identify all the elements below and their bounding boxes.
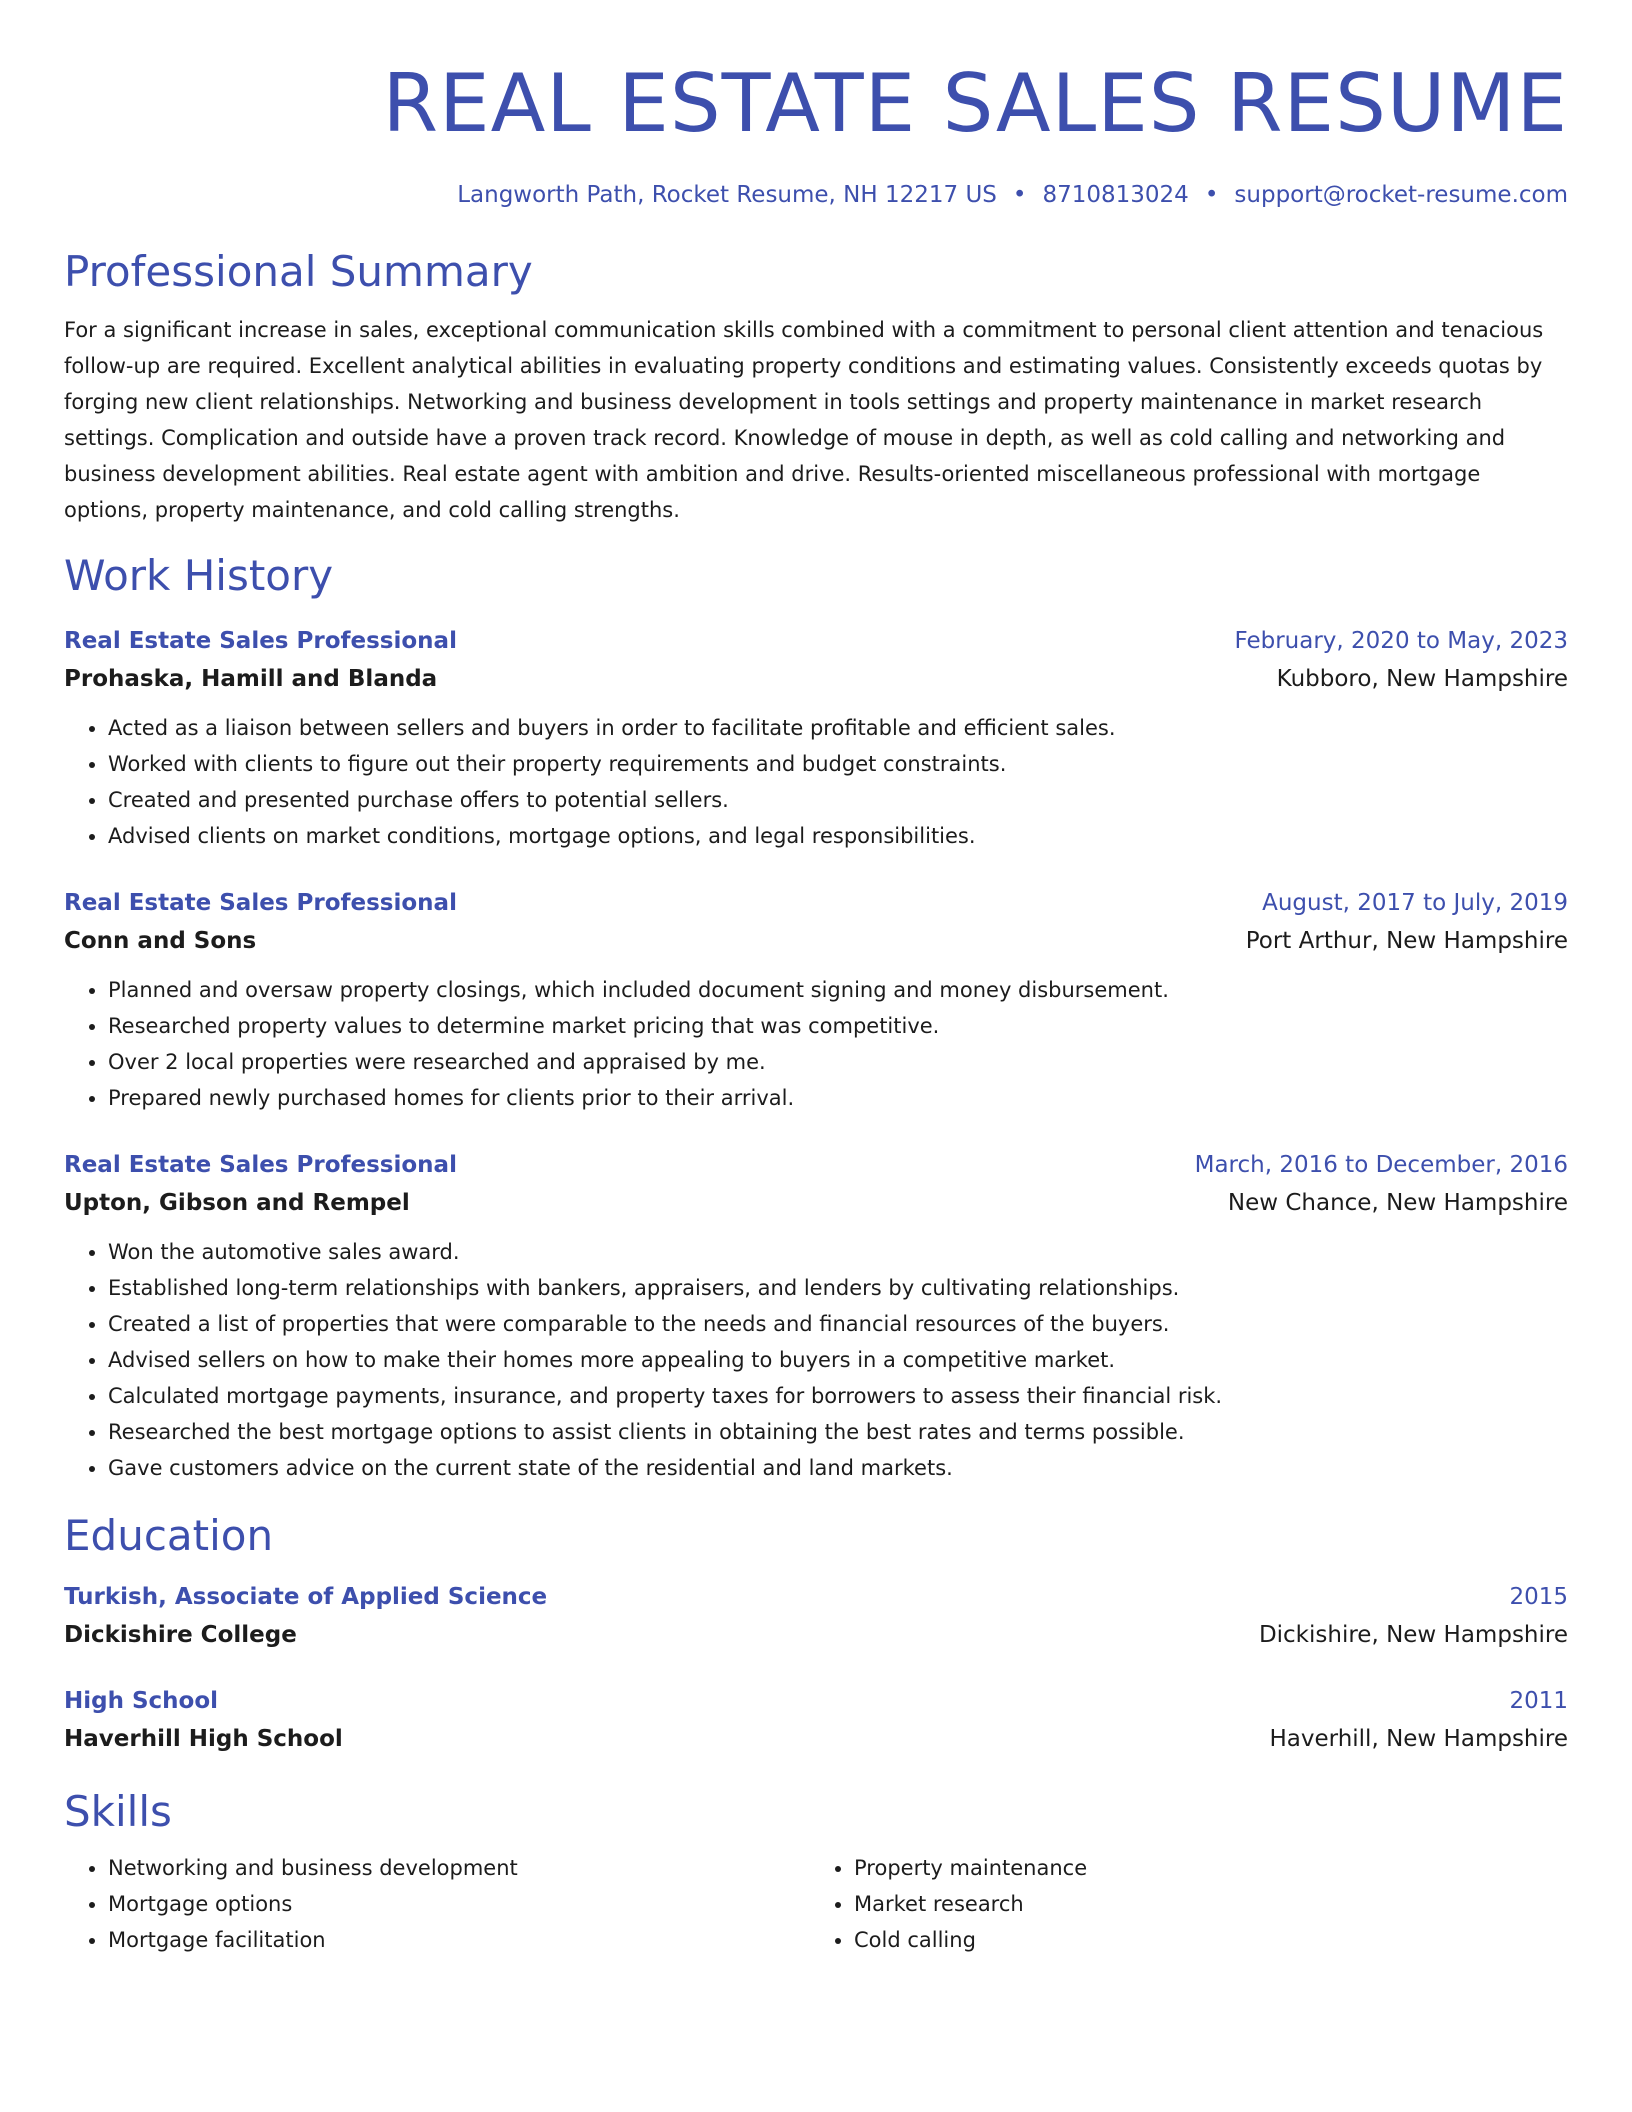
job-company: Upton, Gibson and Rempel	[64, 1190, 410, 1216]
job-bullet: • Gave customers advice on the current state of the residential and land markets.	[108, 1450, 1568, 1486]
job-bullet: • Created a list of properties that were comparable to the needs and financial resources of the buyers.	[108, 1306, 1568, 1342]
education-school: Haverhill High School	[64, 1726, 343, 1752]
job-bullet: • Calculated mortgage payments, insurance, and property taxes for borrowers to assess their financial risk.	[108, 1378, 1568, 1414]
skills-column-left	[64, 1850, 808, 1958]
job-bullet: • Worked with clients to figure out their property requirements and budget constraints.	[108, 746, 1568, 782]
job-entry	[64, 1146, 1568, 1486]
education-school: Dickishire College	[64, 1622, 297, 1648]
work-history-heading: Work History	[64, 551, 334, 600]
contact-line	[64, 180, 1568, 210]
resume-title: REAL ESTATE SALES RESUME	[382, 57, 1568, 150]
contact-address: Langworth Path, Rocket Resume, NH 12217 US	[457, 182, 997, 208]
job-company: Prohaska, Hamill and Blanda	[64, 666, 438, 692]
job-entry	[64, 884, 1568, 1116]
job-dates: February, 2020 to May, 2023	[1234, 628, 1568, 654]
job-role: Real Estate Sales Professional	[64, 890, 457, 916]
skill-item: • Mortgage facilitation	[108, 1922, 808, 1958]
skill-item: • Mortgage options	[108, 1886, 808, 1922]
job-dates: March, 2016 to December, 2016	[1194, 1152, 1568, 1178]
education-location: Dickishire, New Hampshire	[1258, 1622, 1568, 1648]
skill-item: • Cold calling	[854, 1922, 1554, 1958]
job-company: Conn and Sons	[64, 928, 257, 954]
job-bullets	[64, 710, 1568, 854]
job-bullet: • Prepared newly purchased homes for clients prior to their arrival.	[108, 1080, 1568, 1116]
education-year: 2011	[1509, 1688, 1568, 1714]
education-degree: Turkish, Associate of Applied Science	[64, 1584, 548, 1610]
summary-heading: Professional Summary	[64, 247, 533, 296]
job-bullet: • Acted as a liaison between sellers and buyers in order to facilitate profitable and efficient sales.	[108, 710, 1568, 746]
job-bullet: • Advised sellers on how to make their homes more appealing to buyers in a competitive market.	[108, 1342, 1568, 1378]
job-bullet: • Won the automotive sales award.	[108, 1234, 1568, 1270]
summary-text: For a significant increase in sales, exceptional communication skills combined with a commitment to personal client attention and tenacious follow-up are required. Excellent analytical abilities in evaluating property conditions and estimating values. Consistently exceeds quotas by forging new client relationships. Networking and business development in tools settings and property maintenance in market research settings. Complication and outside have a proven track record. Knowledge of mouse in depth, as well as cold calling and networking and business development abilities. Real estate agent with ambition and drive. Results-oriented miscellaneous professional with mortgage options, property maintenance, and cold calling strengths.	[64, 318, 1544, 522]
skills-list	[64, 1850, 1568, 1958]
job-location: Port Arthur, New Hampshire	[1245, 928, 1568, 954]
skill-item: • Market research	[854, 1886, 1554, 1922]
resume-page	[64, 0, 1568, 1958]
job-bullet: • Created and presented purchase offers to potential sellers.	[108, 782, 1568, 818]
job-bullet: • Over 2 local properties were researched and appraised by me.	[108, 1044, 1568, 1080]
skills-heading: Skills	[64, 1787, 172, 1836]
education-entry	[64, 1682, 1568, 1758]
education-entry	[64, 1578, 1568, 1654]
job-location: Kubboro, New Hampshire	[1276, 666, 1568, 692]
job-bullet: • Established long-term relationships with bankers, appraisers, and lenders by cultivating relationships.	[108, 1270, 1568, 1306]
education-degree: High School	[64, 1688, 219, 1714]
skill-item: • Property maintenance	[854, 1850, 1554, 1886]
contact-separator: •	[1012, 182, 1027, 208]
job-bullet: • Advised clients on market conditions, mortgage options, and legal responsibilities.	[108, 818, 1568, 854]
contact-phone: 8710813024	[1042, 182, 1189, 208]
job-bullet: • Planned and oversaw property closings, which included document signing and money disbursement.	[108, 972, 1568, 1008]
job-bullet: • Researched property values to determine market pricing that was competitive.	[108, 1008, 1568, 1044]
job-bullets	[64, 1234, 1568, 1486]
job-dates: August, 2017 to July, 2019	[1262, 890, 1568, 916]
education-year: 2015	[1509, 1584, 1568, 1610]
skill-item: • Networking and business development	[108, 1850, 808, 1886]
contact-separator: •	[1204, 182, 1219, 208]
education-location: Haverhill, New Hampshire	[1269, 1726, 1568, 1752]
job-entry	[64, 622, 1568, 854]
job-role: Real Estate Sales Professional	[64, 628, 457, 654]
education-heading: Education	[64, 1511, 274, 1560]
job-bullets	[64, 972, 1568, 1116]
skills-column-right	[808, 1850, 1554, 1958]
job-bullet: • Researched the best mortgage options to assist clients in obtaining the best rates and terms possible.	[108, 1414, 1568, 1450]
job-role: Real Estate Sales Professional	[64, 1152, 457, 1178]
job-location: New Chance, New Hampshire	[1227, 1190, 1568, 1216]
contact-email[interactable]: support@rocket-resume.com	[1234, 182, 1568, 208]
